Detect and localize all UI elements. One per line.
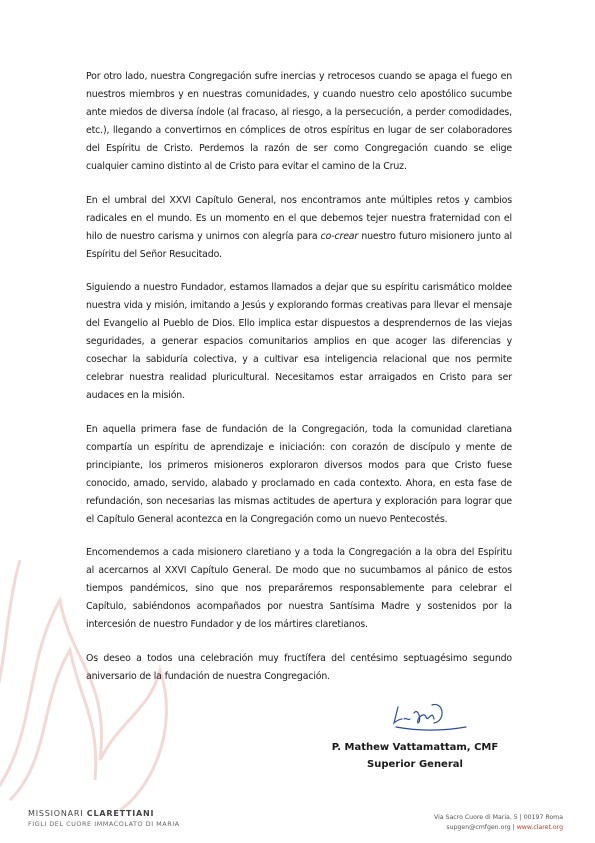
- footer-separator: |: [510, 824, 517, 831]
- letter-body: [86, 68, 512, 701]
- footer-logo: [28, 808, 180, 829]
- brand-light: MISSIONARI: [28, 809, 87, 818]
- brand-bold: CLARETTIANI: [86, 809, 155, 818]
- paragraph-4: En aquella primera fase de fundación de la Congregación, toda la comunidad claretiana compartía un espíritu de aprendizaje e iniciación: con corazón de discípulo y mente de principiante, los primeros misioneros exploraron diversos modos para que Cristo fuese conocido, amado, servido, alabado y proclamado en cada contexto. Ahora, en esta fase de refundación, son necesarias las mismas actitudes de apertura y exploración para lograr que el Capítulo General acontezca en la Congregación como un nuevo Pentecostés.: [86, 423, 512, 525]
- brand-subtitle: FIGLI DEL CUORE IMMACOLATO DI MARIA: [28, 820, 180, 828]
- paragraph-2-italic: co-crear: [320, 230, 359, 242]
- footer-website[interactable]: www.claret.org: [516, 824, 563, 831]
- paragraph-3: Siguiendo a nuestro Fundador, estamos llamados a dejar que su espíritu carismático moldee nuestra vida y misión, imitando a Jesús y explorando formas creativas para llevar el mensaje del Evangelio al Pueblo de Dios. Ello implica estar dispuestos a desprendernos de las viejas seguridades, a generar espacios comunitarios amplios en que acoger las diferencias y cosechar la sabiduría colectiva, y a cultivar esa inteligencia relacional que nos permite celebrar nuestra realidad pluricultural. Necesitamos estar arraigados en Cristo para ser audaces en la misión.: [86, 282, 512, 401]
- handwritten-signature: [388, 697, 468, 737]
- paragraph-2: [86, 192, 512, 264]
- footer-contact: [434, 813, 563, 833]
- footer-email[interactable]: supgen@cmfgen.org: [446, 824, 511, 831]
- footer-address: Via Sacro Cuore di Maria, 5 | 00197 Roma: [433, 814, 563, 821]
- paragraph-5: Encomendemos a cada misionero claretiano y a toda la Congregación a la obra del Espíritu al acercarnos al XXVI Capítulo General. De modo que no sucumbamos al pánico de estos tiempos pandémicos, sino que nos preparáremos responsablemente para celebrar el Capítulo, sabiéndonos acompañados por nuestra Santísima Madre y sostenidos por la intercesión de nuestro Fundador y de los mártires claretianos.: [86, 547, 512, 630]
- signatory-title: Superior General: [367, 759, 463, 770]
- paragraph-6: Os deseo a todos una celebración muy fructífera del centésimo septuagésimo segundo aniversario de la fundación de nuestra Congregación.: [86, 652, 512, 682]
- brand-name: [28, 808, 180, 819]
- paragraph-2-end: nuestro futuro misionero junto al Espíritu del Señor Resucitado.: [86, 230, 512, 260]
- paragraph-1: Por otro lado, nuestra Congregación sufre inercias y retrocesos cuando se apaga el fuego en nuestros miembros y en nuestras comunidades, y cuando nuestro celo apostólico sucumbe ante miedos de diversa índole (al fracaso, al riesgo, a la persecución, a perder comodidades, etc.), llegando a convertirnos en cómplices de otros espíritus en lugar de ser colaboradores del Espíritu de Cristo. Perdemos la razón de ser como Congregación cuando se elige cualquier camino distinto al de Cristo para evitar el camino de la Cruz.: [86, 71, 512, 172]
- paragraph-2-start: En el umbral del XXVI Capítulo General, nos encontramos ante múltiples retos y cambios radicales en el mundo. Es un momento en el que debemos tejer nuestra fraternidad con el hilo de nuestro carisma y unirnos con alegría para: [86, 194, 512, 242]
- signatory-name: P. Mathew Vattamattam, CMF: [331, 742, 499, 753]
- footer-contact-line: [434, 823, 563, 833]
